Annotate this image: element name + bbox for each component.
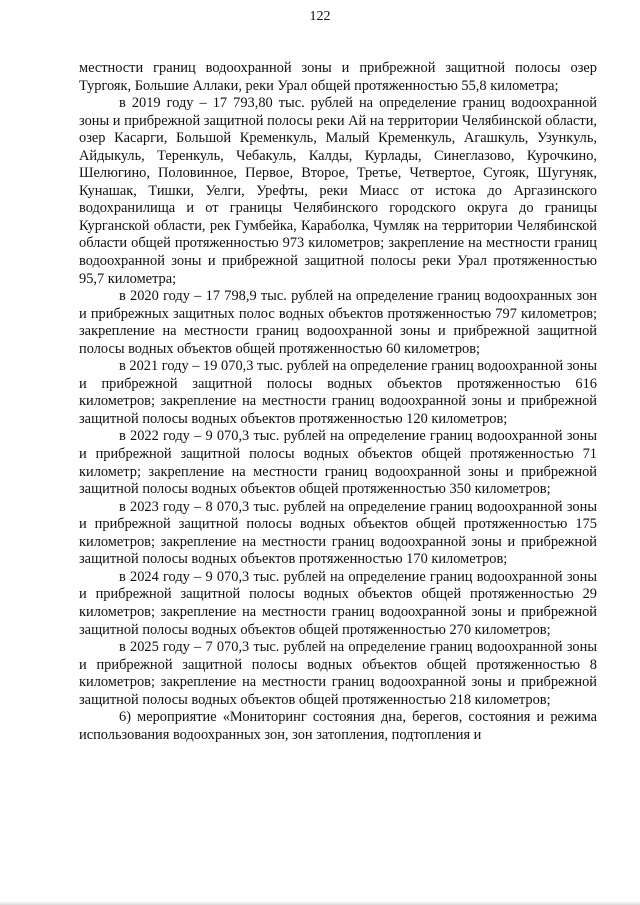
- paragraph-2020: в 2020 году – 17 798,9 тыс. рублей на определение границ водоохранных зон и прибрежных защитных полос водных объектов протяженностью 797 километров; закрепление на местности границ водоохранной зоны и прибрежной защитной полосы водных объектов общей протяженностью 60 километров;: [79, 288, 597, 357]
- scan-bottom-edge: [0, 901, 640, 905]
- paragraph-lakes-turgoyak: местности границ водоохранной зоны и прибрежной защитной полосы озер Тургояк, Большие Аллаки, реки Урал общей протяженностью 55,8 километра;: [79, 60, 597, 94]
- paragraph-2024: в 2024 году – 9 070,3 тыс. рублей на определение границ водоохранной зоны и прибрежной защитной полосы водных объектов общей протяженностью 29 километров; закрепление на местности границ водоохранной зоны и прибрежной защитной полосы водных объектов общей протяженностью 270 километров;: [79, 568, 597, 638]
- paragraph-2019: в 2019 году – 17 793,80 тыс. рублей на определение границ водоохранной зоны и прибрежной защитной полосы реки Ай на территории Челябинской области, озер Касарги, Большой Кременкуль, Малый Кременкуль, Агашкуль, Узункуль, Айдыкуль, Теренкуль, Чебакуль, Калды, Курлады, Синеглазово, Курочкино, Шелюгино, Половинное, Первое, Второе, Третье, Четвертое, Сугояк, Шугуняк, Кунашак, Тишки, Уелги, Урефты, реки Миасс от истока до Аргазинского водохранилища и от границы Челябинского городского округа до границы Курганской области, рек Гумбейка, Караболка, Чумляк на территории Челябинской области общей протяженностью 973 километров; закрепление на местности границ водоохранной зоны и прибрежной защитной полосы реки Урал протяженностью 95,7 километра;: [79, 95, 597, 287]
- paragraph-2025: в 2025 году – 7 070,3 тыс. рублей на определение границ водоохранной зоны и прибрежной защитной полосы водных объектов общей протяженностью 8 километров; закрепление на местности границ водоохранной зоны и прибрежной защитной полосы водных объектов общей протяженностью 218 километров;: [79, 639, 597, 708]
- document-body: [79, 60, 597, 744]
- paragraph-2023: в 2023 году – 8 070,3 тыс. рублей на определение границ водоохранной зоны и прибрежной защитной полосы водных объектов общей протяженностью 175 километров; закрепление на местности границ водоохранной зоны и прибрежной защитной полосы водных объектов протяженностью 170 километров;: [79, 498, 597, 568]
- paragraph-monitoring-measure: 6) мероприятие «Мониторинг состояния дна, берегов, состояния и режима использования водоохранных зон, зон затопления, подтопления и: [79, 709, 597, 743]
- page-number: 122: [309, 9, 331, 24]
- paragraph-2021: в 2021 году – 19 070,3 тыс. рублей на определение границ водоохранной зоны и прибрежной защитной полосы водных объектов протяженностью 616 километров; закрепление на местности границ водоохранной зоны и прибрежной защитной полосы водных объектов протяженностью 120 километров;: [79, 358, 597, 427]
- paragraph-2022: в 2022 году – 9 070,3 тыс. рублей на определение границ водоохранной зоны и прибрежной защитной полосы водных объектов общей протяженностью 71 километр; закрепление на местности границ водоохранной зоны и прибрежной защитной полосы водных объектов общей протяженностью 350 километров;: [79, 428, 597, 498]
